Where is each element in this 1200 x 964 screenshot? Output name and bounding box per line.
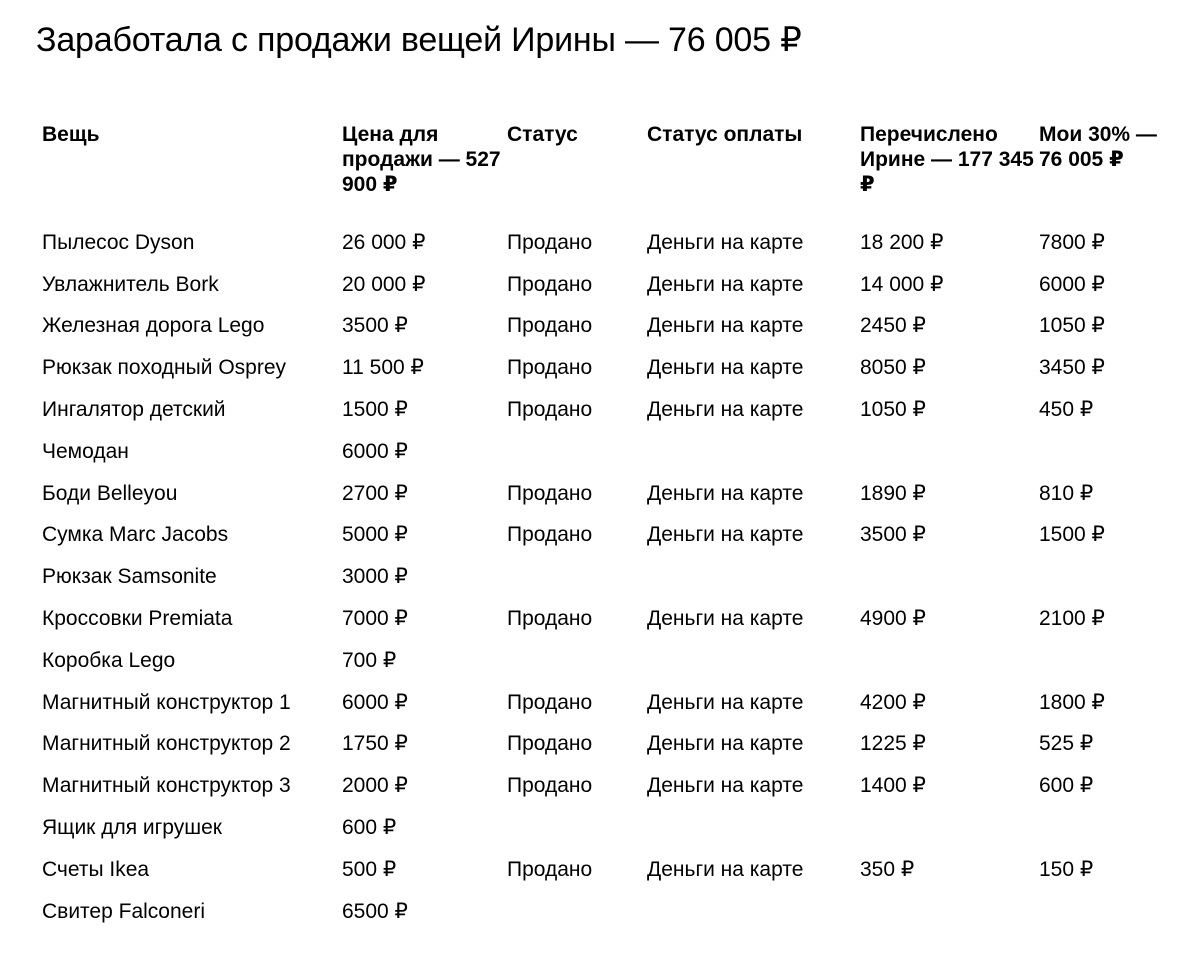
cell-status: Продано: [507, 230, 593, 254]
cell-payment: Деньги на карте: [647, 481, 804, 505]
cell-price: 6000 ₽: [342, 439, 408, 463]
cell-price: 600 ₽: [342, 816, 397, 840]
table-header-row: [42, 122, 1172, 222]
cell-status: [507, 431, 647, 473]
column-header-price: Цена для продажи — 527 900 ₽: [342, 123, 501, 196]
cell-status: Продано: [507, 356, 593, 380]
cell-status: Продано: [507, 314, 593, 338]
cell-transferred: [860, 640, 1039, 682]
cell-payment: Деньги на карте: [647, 607, 804, 631]
cell-share: 810 ₽: [1039, 481, 1094, 505]
cell-payment: Деньги на карте: [647, 356, 804, 380]
cell-price: 6500 ₽: [342, 899, 408, 923]
cell-price: 20 000 ₽: [342, 272, 426, 296]
cell-status: Продано: [507, 272, 593, 296]
cell-share: 6000 ₽: [1039, 272, 1105, 296]
cell-status: [507, 807, 647, 849]
table-row: [42, 640, 1172, 682]
table-row: [42, 306, 1172, 348]
cell-price: 11 500 ₽: [342, 356, 424, 380]
cell-item: Пылесос Dyson: [42, 230, 195, 254]
cell-payment: Деньги на карте: [647, 774, 804, 798]
cell-payment: Деньги на карте: [647, 314, 804, 338]
table-row: [42, 264, 1172, 306]
cell-status: Продано: [507, 523, 593, 547]
cell-status: [507, 891, 647, 933]
cell-transferred: [860, 891, 1039, 933]
cell-item: Железная дорога Lego: [42, 314, 265, 338]
cell-item: Магнитный конструктор 2: [42, 732, 291, 756]
cell-share: [1039, 807, 1172, 849]
cell-transferred: 1890 ₽: [860, 481, 926, 505]
table-row: [42, 389, 1172, 431]
cell-item: Чемодан: [42, 439, 129, 463]
cell-item: Рюкзак походный Osprey: [42, 356, 287, 380]
cell-share: 1800 ₽: [1039, 690, 1105, 714]
cell-transferred: 350 ₽: [860, 857, 915, 881]
column-header-status: Статус: [507, 123, 578, 146]
cell-status: Продано: [507, 607, 593, 631]
cell-payment: Деньги на карте: [647, 690, 804, 714]
cell-status: Продано: [507, 774, 593, 798]
cell-payment: Деньги на карте: [647, 272, 804, 296]
cell-payment: [647, 556, 860, 598]
cell-price: 3000 ₽: [342, 565, 408, 589]
column-header-share: Мои 30% — 76 005 ₽: [1039, 123, 1157, 171]
cell-price: 26 000 ₽: [342, 230, 426, 254]
cell-payment: Деньги на карте: [647, 523, 804, 547]
table-row: [42, 724, 1172, 766]
cell-item: Ящик для игрушек: [42, 816, 222, 840]
cell-transferred: 3500 ₽: [860, 523, 926, 547]
cell-item: Свитер Falconeri: [42, 899, 205, 923]
cell-item: Счеты Ikea: [42, 857, 150, 881]
cell-transferred: 14 000 ₽: [860, 272, 944, 296]
cell-item: Кроссовки Premiata: [42, 607, 233, 631]
cell-payment: Деньги на карте: [647, 230, 804, 254]
cell-share: 1050 ₽: [1039, 314, 1105, 338]
column-header-item: Вещь: [42, 123, 100, 146]
table-row: [42, 515, 1172, 557]
cell-transferred: 1225 ₽: [860, 732, 926, 756]
cell-item: Сумка Marc Jacobs: [42, 523, 229, 547]
cell-status: [507, 640, 647, 682]
cell-payment: [647, 640, 860, 682]
cell-share: [1039, 556, 1172, 598]
cell-price: 7000 ₽: [342, 607, 408, 631]
cell-transferred: [860, 556, 1039, 598]
cell-item: Увлажнитель Bork: [42, 272, 219, 296]
cell-price: 700 ₽: [342, 648, 397, 672]
cell-transferred: [860, 807, 1039, 849]
table-row: [42, 807, 1172, 849]
page-title: Заработала с продажи вещей Ирины — 76 005 ₽: [36, 21, 802, 59]
table-row: [42, 891, 1172, 933]
cell-share: 7800 ₽: [1039, 230, 1105, 254]
table-row: [42, 849, 1172, 891]
cell-price: 2000 ₽: [342, 774, 408, 798]
cell-payment: [647, 431, 860, 473]
table-row: [42, 431, 1172, 473]
column-header-transferred: Перечислено Ирине — 177 345 ₽: [860, 123, 1034, 196]
sales-table: [42, 122, 1172, 933]
cell-status: Продано: [507, 398, 593, 422]
cell-transferred: 4900 ₽: [860, 607, 926, 631]
table-row: [42, 347, 1172, 389]
cell-item: Магнитный конструктор 1: [42, 690, 291, 714]
cell-share: 150 ₽: [1039, 857, 1094, 881]
table-row: [42, 222, 1172, 264]
cell-payment: Деньги на карте: [647, 398, 804, 422]
cell-item: Боди Belleyou: [42, 481, 178, 505]
table-row: [42, 556, 1172, 598]
cell-price: 2700 ₽: [342, 481, 408, 505]
cell-item: Коробка Lego: [42, 648, 176, 672]
cell-payment: [647, 891, 860, 933]
cell-transferred: 18 200 ₽: [860, 230, 944, 254]
cell-status: Продано: [507, 481, 593, 505]
cell-share: 1500 ₽: [1039, 523, 1105, 547]
cell-payment: Деньги на карте: [647, 857, 804, 881]
cell-payment: [647, 807, 860, 849]
cell-share: [1039, 640, 1172, 682]
cell-item: Магнитный конструктор 3: [42, 774, 291, 798]
cell-share: 525 ₽: [1039, 732, 1094, 756]
table-row: [42, 765, 1172, 807]
cell-price: 1750 ₽: [342, 732, 408, 756]
cell-share: 3450 ₽: [1039, 356, 1105, 380]
column-header-payment: Статус оплаты: [647, 123, 803, 146]
cell-transferred: 4200 ₽: [860, 690, 926, 714]
cell-status: [507, 556, 647, 598]
cell-item: Рюкзак Samsonite: [42, 565, 217, 589]
cell-status: Продано: [507, 857, 593, 881]
cell-share: [1039, 431, 1172, 473]
cell-price: 5000 ₽: [342, 523, 408, 547]
cell-price: 1500 ₽: [342, 398, 408, 422]
cell-transferred: 1400 ₽: [860, 774, 926, 798]
cell-price: 6000 ₽: [342, 690, 408, 714]
table-row: [42, 682, 1172, 724]
cell-transferred: 1050 ₽: [860, 398, 926, 422]
cell-transferred: [860, 431, 1039, 473]
cell-status: Продано: [507, 732, 593, 756]
cell-price: 3500 ₽: [342, 314, 408, 338]
cell-share: [1039, 891, 1172, 933]
cell-payment: Деньги на карте: [647, 732, 804, 756]
cell-price: 500 ₽: [342, 857, 397, 881]
cell-share: 600 ₽: [1039, 774, 1094, 798]
cell-status: Продано: [507, 690, 593, 714]
cell-transferred: 8050 ₽: [860, 356, 926, 380]
cell-transferred: 2450 ₽: [860, 314, 926, 338]
cell-item: Ингалятор детский: [42, 398, 226, 422]
cell-share: 2100 ₽: [1039, 607, 1105, 631]
table-row: [42, 598, 1172, 640]
cell-share: 450 ₽: [1039, 398, 1094, 422]
table-row: [42, 473, 1172, 515]
